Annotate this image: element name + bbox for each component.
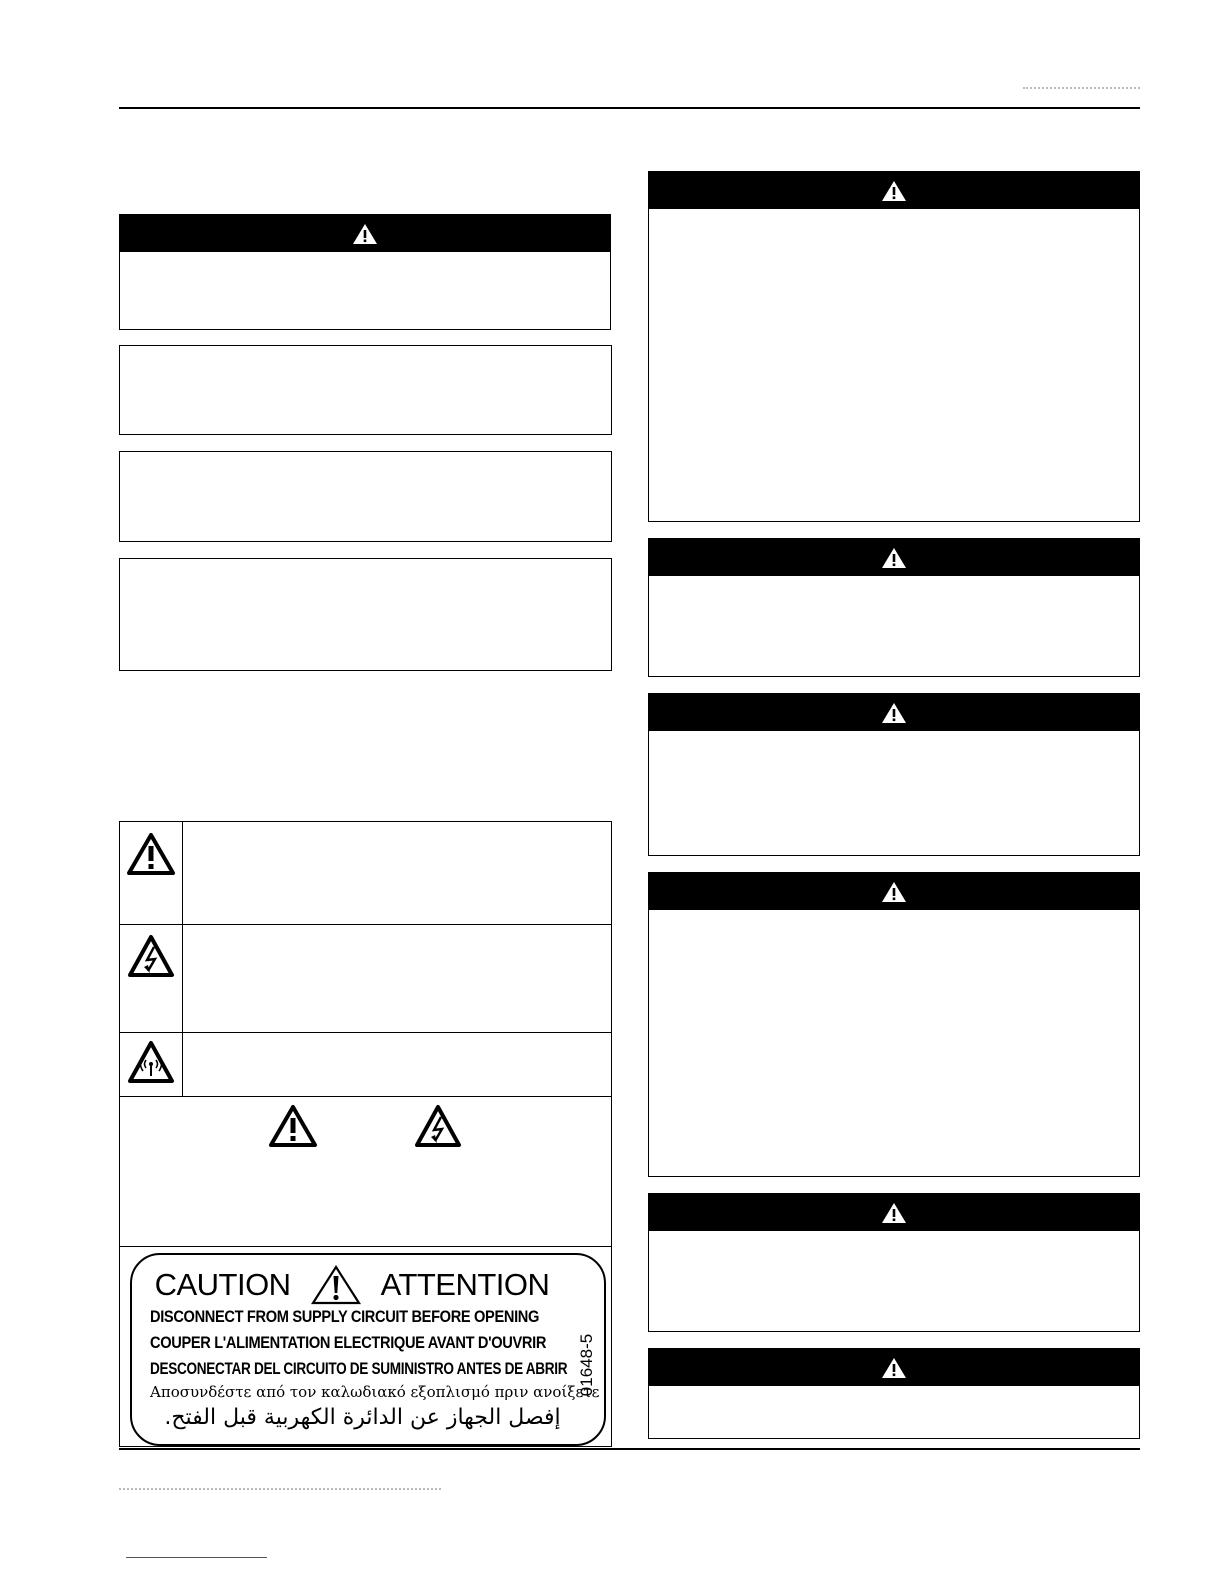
- label-part-number: 01648-5: [577, 1333, 596, 1397]
- symbol-cell: [120, 924, 183, 1032]
- warning-box-5: [648, 872, 1140, 1177]
- header-rule: [119, 107, 1140, 109]
- electric-shock-icon: [414, 1104, 462, 1148]
- warning-triangle-icon: [311, 1265, 361, 1305]
- symbol-cell: [120, 822, 183, 924]
- warning-triangle-icon: [881, 1357, 907, 1379]
- symbol-cell: [120, 1032, 183, 1096]
- safety-symbols-table: [119, 821, 612, 1447]
- header-dotted-rule: [1023, 87, 1140, 89]
- footer-rule: [119, 1448, 1140, 1450]
- label-arabic: إفصل الجهاز عن الدائرة الكهربية قبل الفتح.: [164, 1405, 561, 1430]
- warning-triangle-icon: [881, 702, 907, 724]
- label-greek: Αποσυνδέστε από τον καλωδιακό εξοπλισμό πριν ανοίξετε: [150, 1383, 600, 1401]
- symbol-row-general: [120, 822, 611, 925]
- warning-box-2: [648, 171, 1140, 522]
- symbol-row-electric: [120, 924, 611, 1033]
- warning-triangle-icon: [881, 180, 907, 202]
- caution-label: [130, 1253, 606, 1446]
- warning-triangle-icon: [126, 832, 176, 876]
- notice-box-2: [119, 451, 612, 542]
- notice-box-1: [119, 345, 612, 435]
- symbol-row-radiation: [120, 1032, 611, 1097]
- attention-text: ATTENTION: [380, 1267, 550, 1302]
- footer-link-underline[interactable]: [126, 1557, 267, 1558]
- electric-shock-icon: [127, 934, 175, 978]
- non-ionizing-radiation-icon: [127, 1040, 175, 1084]
- warning-triangle-icon: [881, 1202, 907, 1224]
- warning-triangle-icon: [881, 881, 907, 903]
- warning-bar: [649, 1349, 1139, 1386]
- warning-bar: [120, 215, 610, 252]
- warning-triangle-icon: [268, 1104, 318, 1148]
- warning-box-1: [119, 214, 611, 330]
- warning-triangle-icon: [881, 547, 907, 569]
- warning-box-3: [648, 538, 1140, 677]
- warning-box-4: [648, 693, 1140, 856]
- footer-dotted-rule: [119, 1488, 441, 1490]
- warning-box-6: [648, 1193, 1140, 1332]
- warning-box-7: [648, 1348, 1140, 1439]
- caution-label-heading: [132, 1265, 572, 1305]
- warning-bar: [649, 172, 1139, 209]
- warning-bar: [649, 539, 1139, 576]
- notice-box-3: [119, 558, 612, 671]
- caution-label-row: [120, 1246, 611, 1448]
- caution-text: CAUTION: [154, 1267, 291, 1302]
- label-french: COUPER L'ALIMENTATION ELECTRIQUE AVANT D'OUVRIR: [150, 1333, 547, 1352]
- symbol-row-combined: [120, 1096, 611, 1247]
- label-spanish: DESCONECTAR DEL CIRCUITO DE SUMINISTRO ANTES DE ABRIR: [150, 1359, 568, 1378]
- warning-triangle-icon: [352, 223, 378, 245]
- warning-bar: [649, 694, 1139, 731]
- label-english: DISCONNECT FROM SUPPLY CIRCUIT BEFORE OPENING: [150, 1307, 540, 1326]
- warning-bar: [649, 873, 1139, 910]
- warning-bar: [649, 1194, 1139, 1231]
